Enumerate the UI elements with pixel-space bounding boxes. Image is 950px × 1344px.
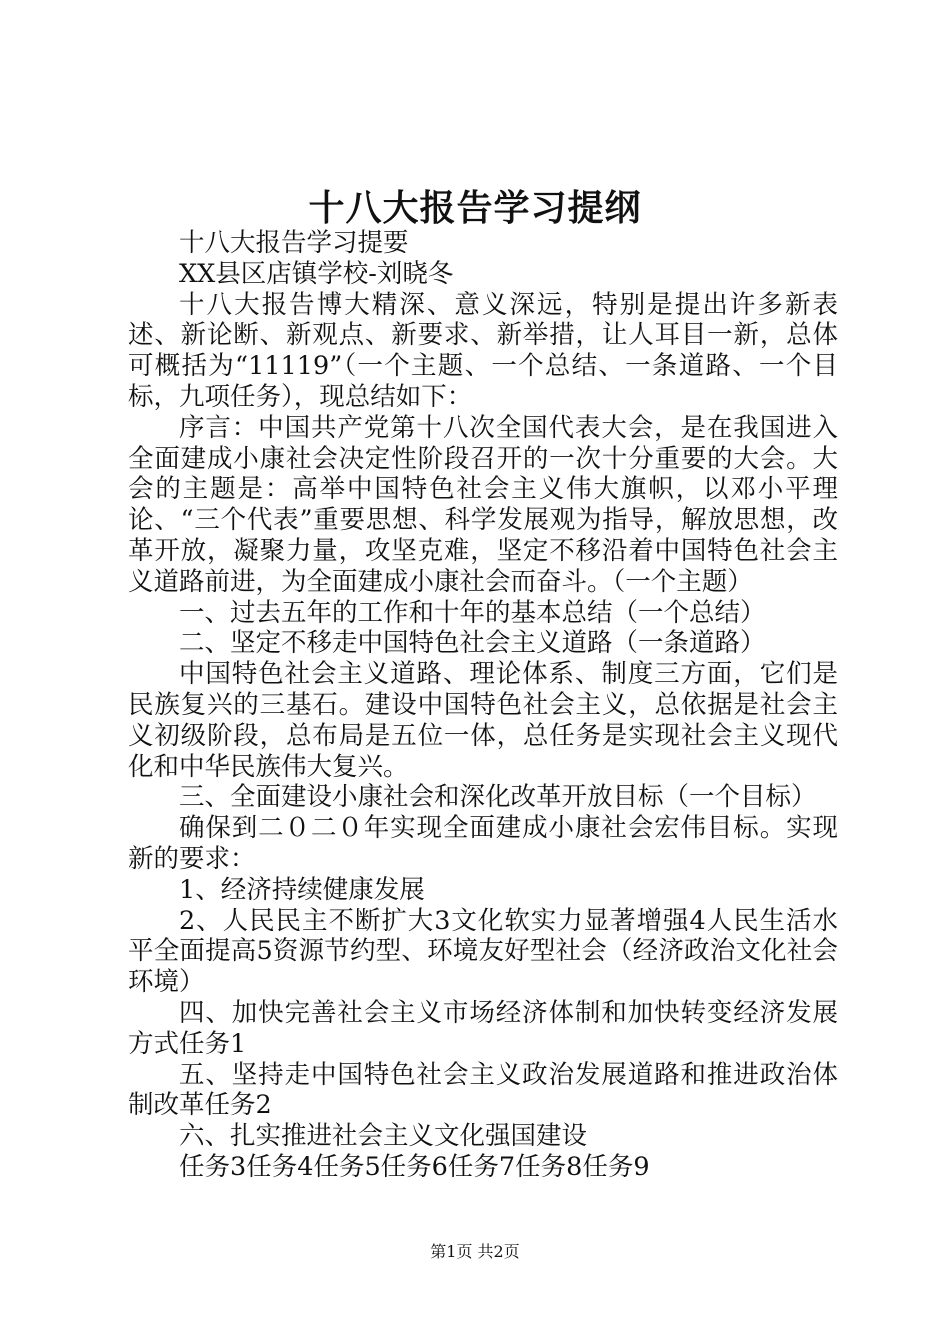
paragraph-section-6: 六、扎实推进社会主义文化强国建设 [179, 1121, 588, 1152]
document-title: 十八大报告学习提纲 [308, 187, 642, 229]
paragraph-preface: 序言：中国共产党第十八次全国代表大会，是在我国进入全面建成小康社会决定性阶段召开的一次十分重要的大会。大会的主题是：高举中国特色社会主义伟大旗帜，以邓小平理论、“三个代表”重要思想、科学发展观为指导，解放思想，改革开放，凝聚力量，攻坚克难，坚定不移沿着中国特色社会主义道路前进，为全面建成小康社会而奋斗。（一个主题） [128, 412, 838, 597]
paragraph-tasks: 任务3任务4任务5任务6任务7任务8任务9 [179, 1151, 650, 1182]
paragraph-section-2: 二、坚定不移走中国特色社会主义道路（一条道路） [179, 628, 766, 659]
paragraph-intro: 十八大报告博大精深、意义深远，特别是提出许多新表述、新论断、新观点、新要求、新举措，让人耳目一新，总体可概括为“11119”（一个主题、一个总结、一条道路、一个目标，九项任务），现总结如下： [128, 289, 838, 412]
paragraph-section-3: 三、全面建设小康社会和深化改革开放目标（一个目标） [179, 782, 817, 813]
paragraph-section-5: 五、坚持走中国特色社会主义政治发展道路和推进政治体制改革任务2 [128, 1059, 838, 1121]
paragraph-subtitle: 十八大报告学习提要 [179, 228, 409, 258]
paragraph-section-4: 四、加快完善社会主义市场经济体制和加快转变经济发展方式任务1 [128, 997, 838, 1059]
page-number-footer: 第1页 共2页 [430, 1242, 520, 1261]
paragraph-section-2-body: 中国特色社会主义道路、理论体系、制度三方面，它们是民族复兴的三基石。建设中国特色社会主义，总依据是社会主义初级阶段，总布局是五位一体，总任务是实现社会主义现代化和中华民族伟大复兴。 [128, 659, 838, 782]
paragraph-section-3-body: 确保到二０二０年实现全面建成小康社会宏伟目标。实现新的要求： [128, 813, 838, 874]
document-body [128, 228, 838, 1183]
paragraph-item-1: 1、经济持续健康发展 [179, 874, 425, 905]
paragraph-section-1: 一、过去五年的工作和十年的基本总结（一个总结） [179, 597, 766, 628]
paragraph-item-2: 2、人民民主不断扩大3文化软实力显著增强4人民生活水平全面提高5资源节约型、环境友好型社会（经济政治文化社会环境） [128, 905, 838, 998]
paragraph-author: XX县区店镇学校-刘晓冬 [179, 258, 454, 289]
